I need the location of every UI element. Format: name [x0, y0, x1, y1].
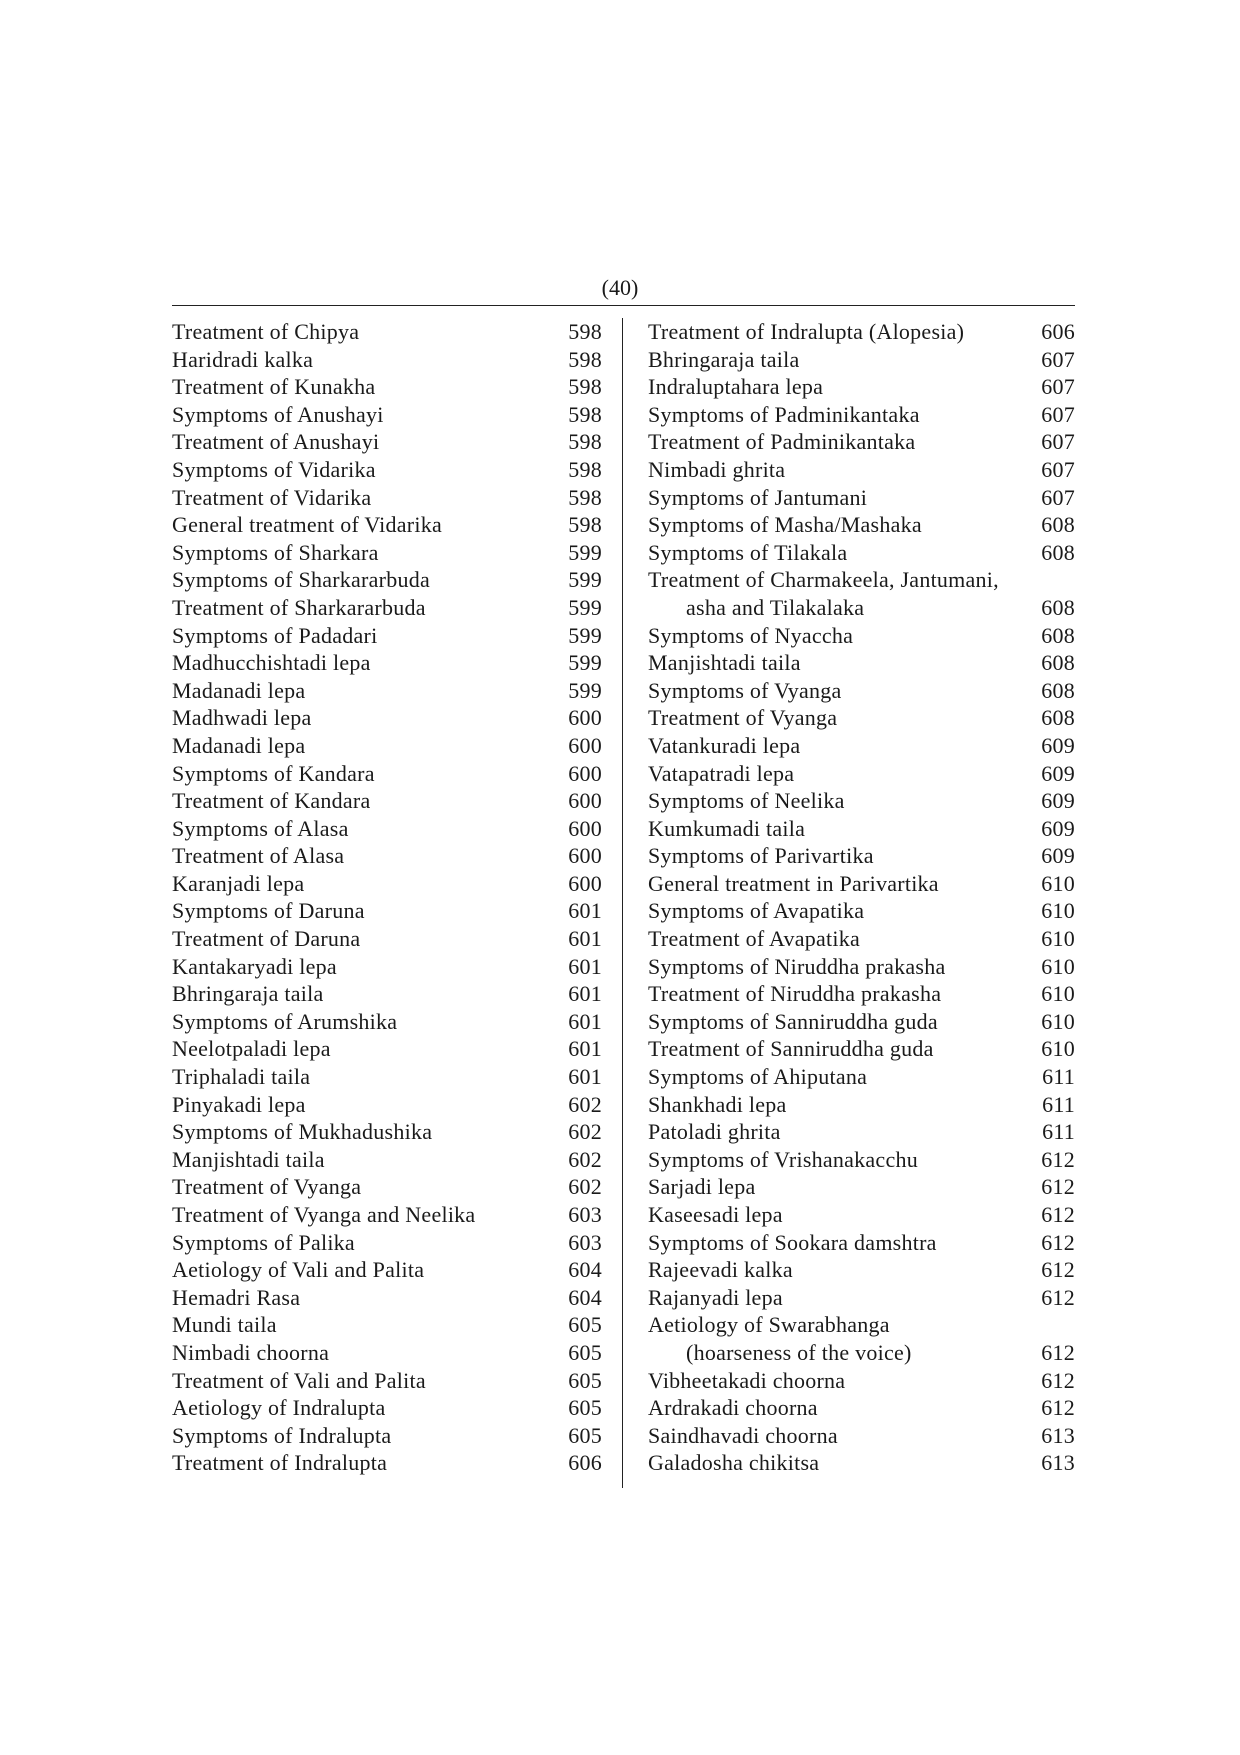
toc-entry-title: Symptoms of Vrishanakacchu: [648, 1146, 918, 1172]
toc-entry: [172, 566, 602, 594]
toc-entry-title: Symptoms of Nyaccha: [648, 622, 854, 648]
toc-entry: [648, 1339, 1075, 1367]
toc-entry: [648, 1422, 1075, 1450]
toc-entry: [648, 1035, 1075, 1063]
toc-entry-title: Rajeevadi kalka: [648, 1257, 793, 1283]
toc-entry: [172, 346, 602, 374]
toc-entry-page: 598: [568, 456, 602, 482]
toc-entry: [648, 1008, 1075, 1036]
toc-entry-title: Manjishtadi taila: [172, 1146, 325, 1172]
toc-entry: [648, 1201, 1075, 1229]
toc-entry-page: 607: [1041, 429, 1075, 455]
toc-entry-page: 608: [1041, 594, 1075, 620]
page-number: (40): [601, 275, 639, 300]
toc-entry: [172, 373, 602, 401]
toc-entry-title: Treatment of Kandara: [172, 788, 371, 814]
toc-entry: [172, 953, 602, 981]
toc-entry-title: Treatment of Vyanga: [172, 1174, 362, 1200]
toc-entry-page: 602: [568, 1091, 602, 1117]
toc-entry-title: Saindhavadi choorna: [648, 1422, 838, 1448]
toc-entry: [172, 1339, 602, 1367]
toc-entry: [648, 401, 1075, 429]
toc-entry: [648, 870, 1075, 898]
toc-entry-title: Symptoms of Vyanga: [648, 677, 842, 703]
toc-entry-title: Symptoms of Ahiputana: [648, 1064, 868, 1090]
toc-entry: [172, 1146, 602, 1174]
toc-entry-page: 612: [1041, 1367, 1075, 1393]
toc-entry-page: 599: [568, 594, 602, 620]
toc-entry-title: Triphaladi taila: [172, 1064, 311, 1090]
toc-entry: [648, 1229, 1075, 1257]
toc-entry-page: 606: [568, 1450, 602, 1476]
toc-entry-page: 600: [568, 870, 602, 896]
toc-entry: [648, 318, 1075, 346]
toc-entry-page: 607: [1041, 484, 1075, 510]
toc-entry: [172, 677, 602, 705]
toc-entry-title: Treatment of Sanniruddha guda: [648, 1036, 934, 1062]
toc-entry-page: 608: [1041, 677, 1075, 703]
toc-entry-page: 611: [1042, 1119, 1075, 1145]
toc-entry: [172, 1201, 602, 1229]
toc-entry: [172, 1173, 602, 1201]
toc-entry-page: 603: [568, 1229, 602, 1255]
toc-entry: [172, 649, 602, 677]
toc-entry: [648, 732, 1075, 760]
toc-entry-title: Symptoms of Sanniruddha guda: [648, 1008, 938, 1034]
toc-entry: [648, 373, 1075, 401]
toc-entry-page: 607: [1041, 456, 1075, 482]
toc-entry-title: Hemadri Rasa: [172, 1284, 301, 1310]
toc-entry-page: 608: [1041, 705, 1075, 731]
toc-entry: [648, 1367, 1075, 1395]
toc-entry-page: 607: [1041, 401, 1075, 427]
toc-entry-page: 608: [1041, 622, 1075, 648]
toc-entry-title: Madanadi lepa: [172, 677, 306, 703]
toc-entry-page: 605: [568, 1395, 602, 1421]
toc-entry: [172, 401, 602, 429]
toc-entry-page: 608: [1041, 650, 1075, 676]
toc-entry: [648, 897, 1075, 925]
toc-entry: [648, 787, 1075, 815]
toc-entry: [648, 484, 1075, 512]
toc-entry: [172, 1449, 602, 1477]
toc-entry-title: Treatment of Daruna: [172, 926, 361, 952]
toc-entry: [172, 815, 602, 843]
toc-entry: [648, 1394, 1075, 1422]
toc-entry-title: Madanadi lepa: [172, 732, 306, 758]
toc-entry-title: Galadosha chikitsa: [648, 1450, 820, 1476]
toc-entry: [172, 980, 602, 1008]
toc-entry-page: 601: [568, 898, 602, 924]
toc-entry-page: 598: [568, 401, 602, 427]
toc-entry: [648, 346, 1075, 374]
toc-entry: [172, 1422, 602, 1450]
toc-entry: [648, 953, 1075, 981]
toc-entry: [648, 1449, 1075, 1477]
toc-entry: [172, 594, 602, 622]
toc-entry-page: 602: [568, 1146, 602, 1172]
toc-entry-page: 598: [568, 346, 602, 372]
toc-entry-page: 609: [1041, 732, 1075, 758]
toc-entry-title: Treatment of Alasa: [172, 843, 345, 869]
header-rule: [172, 305, 1075, 306]
toc-entry-title: Treatment of Kunakha: [172, 374, 376, 400]
toc-entry: [648, 842, 1075, 870]
toc-entry: [172, 1091, 602, 1119]
toc-entry-page: 598: [568, 429, 602, 455]
toc-entry-title: Symptoms of Niruddha prakasha: [648, 953, 946, 979]
toc-entry-page: 599: [568, 622, 602, 648]
toc-entry-title: Treatment of Niruddha prakasha: [648, 981, 942, 1007]
toc-entry: [648, 1311, 1075, 1339]
column-divider: [622, 318, 623, 1488]
toc-entry-title: Symptoms of Anushayi: [172, 401, 384, 427]
toc-entry-title: Treatment of Vyanga: [648, 705, 838, 731]
toc-entry: [172, 1008, 602, 1036]
toc-entry: [172, 456, 602, 484]
toc-entry-title: Madhwadi lepa: [172, 705, 312, 731]
toc-entry-title: Treatment of Vyanga and Neelika: [172, 1202, 476, 1227]
toc-entry-page: 611: [1042, 1064, 1075, 1090]
toc-entry-page: 604: [568, 1257, 602, 1283]
toc-entry-page: 605: [568, 1312, 602, 1338]
toc-entry-title: Bhringaraja taila: [648, 346, 800, 372]
toc-entry: [648, 1256, 1075, 1284]
toc-entry-page: 609: [1041, 815, 1075, 841]
toc-entry-title: Vatankuradi lepa: [648, 732, 801, 758]
toc-entry-page: 600: [568, 843, 602, 869]
toc-entry: [172, 704, 602, 732]
toc-entry-page: 609: [1041, 788, 1075, 814]
toc-entry-title: Shankhadi lepa: [648, 1091, 787, 1117]
toc-entry: [648, 760, 1075, 788]
toc-entry-title: Haridradi kalka: [172, 346, 314, 372]
toc-entry-page: 600: [568, 760, 602, 786]
toc-entry-page: 612: [1041, 1395, 1075, 1421]
toc-entry-title: Treatment of Sharkararbuda: [172, 594, 426, 620]
toc-entry: [172, 511, 602, 539]
toc-entry: [172, 539, 602, 567]
toc-entry-page: 610: [1041, 1036, 1075, 1062]
toc-entry-title: Symptoms of Padadari: [172, 622, 378, 648]
toc-entry-page: 598: [568, 374, 602, 400]
toc-entry-title: Symptoms of Indralupta: [172, 1422, 392, 1448]
toc-entry-title: Symptoms of Masha/Mashaka: [648, 512, 922, 538]
toc-entry-title: Symptoms of Sharkara: [172, 539, 379, 565]
toc-entry-page: 612: [1041, 1339, 1075, 1365]
toc-entry: [648, 1118, 1075, 1146]
toc-entry-title: Ardrakadi choorna: [648, 1395, 818, 1421]
toc-entry-title: Treatment of Padminikantaka: [648, 429, 916, 455]
toc-entry-page: 610: [1041, 898, 1075, 924]
toc-entry-page: 605: [568, 1422, 602, 1448]
toc-entry-page: 613: [1041, 1450, 1075, 1476]
toc-entry-page: 610: [1041, 1008, 1075, 1034]
toc-entry-title: Nimbadi choorna: [172, 1339, 330, 1365]
toc-entry-page: 608: [1041, 539, 1075, 565]
toc-entry-page: 602: [568, 1174, 602, 1200]
toc-entry-page: 612: [1041, 1284, 1075, 1310]
toc-entry-title: Kumkumadi taila: [648, 815, 806, 841]
toc-entry-page: 598: [568, 484, 602, 510]
toc-entry-title: Mundi taila: [172, 1312, 277, 1338]
toc-entry-page: 601: [568, 953, 602, 979]
toc-entry-title: Treatment of Avapatika: [648, 926, 861, 952]
toc-entry: [648, 1173, 1075, 1201]
toc-entry-title: Symptoms of Sookara damshtra: [648, 1229, 937, 1255]
toc-entry: [172, 897, 602, 925]
toc-entry-page: 601: [568, 926, 602, 952]
toc-entry: [648, 649, 1075, 677]
toc-entry-page: 612: [1041, 1174, 1075, 1200]
toc-entry-page: 603: [568, 1202, 602, 1227]
toc-entry-title: Aetiology of Vali and Palita: [172, 1257, 425, 1283]
toc-entry-page: 605: [568, 1339, 602, 1365]
toc-entry-page: 610: [1041, 870, 1075, 896]
toc-entry-title: Madhucchishtadi lepa: [172, 650, 371, 676]
toc-entry-title: Kantakaryadi lepa: [172, 953, 337, 979]
toc-entry: [172, 787, 602, 815]
toc-entry: [172, 870, 602, 898]
toc-entry-title: Symptoms of Tilakala: [648, 539, 848, 565]
toc-entry-title: Karanjadi lepa: [172, 870, 305, 896]
toc-entry-title: Symptoms of Mukhadushika: [172, 1119, 433, 1145]
toc-entry-title: Symptoms of Sharkararbuda: [172, 567, 430, 593]
toc-entry-page: 604: [568, 1284, 602, 1310]
toc-entry-title: Treatment of Vali and Palita: [172, 1367, 426, 1393]
toc-entry: [648, 815, 1075, 843]
toc-entry-page: 600: [568, 705, 602, 731]
toc-entry: [648, 1146, 1075, 1174]
toc-entry-title: Pinyakadi lepa: [172, 1091, 306, 1117]
toc-entry-title: Nimbadi ghrita: [648, 456, 786, 482]
toc-entry-page: 605: [568, 1367, 602, 1393]
toc-entry-title: Symptoms of Jantumani: [648, 484, 868, 510]
toc-entry: [172, 484, 602, 512]
toc-entry: [648, 594, 1075, 622]
toc-entry: [172, 1311, 602, 1339]
toc-entry-page: 601: [568, 1064, 602, 1090]
toc-entry-page: 610: [1041, 926, 1075, 952]
toc-entry-page: 612: [1041, 1229, 1075, 1255]
toc-entry-page: 600: [568, 815, 602, 841]
toc-entry-title: Treatment of Indralupta: [172, 1450, 388, 1476]
toc-entry-title: General treatment in Parivartika: [648, 870, 939, 896]
toc-entry-page: 606: [1041, 319, 1075, 344]
toc-entry: [648, 980, 1075, 1008]
toc-entry-title: Symptoms of Alasa: [172, 815, 349, 841]
toc-entry: [648, 622, 1075, 650]
toc-entry-page: 612: [1041, 1257, 1075, 1283]
toc-entry: [648, 677, 1075, 705]
toc-entry: [648, 566, 1075, 594]
toc-entry-title: Manjishtadi taila: [648, 650, 801, 676]
toc-entry-page: 608: [1041, 512, 1075, 538]
toc-entry-page: 610: [1041, 981, 1075, 1007]
toc-entry: [648, 925, 1075, 953]
toc-right-column: [648, 318, 1075, 1477]
toc-entry-page: 610: [1041, 953, 1075, 979]
toc-entry-title: Symptoms of Neelika: [648, 788, 845, 814]
toc-entry: [172, 1229, 602, 1257]
toc-entry-title: Neelotpaladi lepa: [172, 1036, 331, 1062]
toc-entry: [172, 925, 602, 953]
toc-entry-title: Vibheetakadi choorna: [648, 1367, 846, 1393]
toc-entry: [172, 1284, 602, 1312]
toc-entry-page: 598: [568, 512, 602, 538]
toc-entry: [648, 428, 1075, 456]
toc-entry: [172, 1035, 602, 1063]
toc-entry: [172, 1063, 602, 1091]
toc-entry-title: Vatapatradi lepa: [648, 760, 795, 786]
toc-entry-page: 599: [568, 567, 602, 593]
toc-entry: [172, 622, 602, 650]
toc-entry-page: 609: [1041, 760, 1075, 786]
toc-entry: [648, 1091, 1075, 1119]
toc-entry-page: 600: [568, 788, 602, 814]
toc-entry: [648, 1063, 1075, 1091]
toc-entry-page: 611: [1042, 1091, 1075, 1117]
toc-entry-page: 601: [568, 1036, 602, 1062]
toc-entry: [648, 1284, 1075, 1312]
toc-entry-page: 601: [568, 1008, 602, 1034]
toc-entry-title: Treatment of Indralupta (Alopesia): [648, 319, 965, 344]
toc-entry-title: Rajanyadi lepa: [648, 1284, 783, 1310]
toc-entry-title: Symptoms of Palika: [172, 1229, 355, 1255]
toc-entry-title: Treatment of Anushayi: [172, 429, 380, 455]
toc-entry: [172, 1118, 602, 1146]
toc-entry-page: 612: [1041, 1202, 1075, 1227]
toc-entry-title: Symptoms of Daruna: [172, 898, 365, 924]
toc-entry-title: Bhringaraja taila: [172, 981, 324, 1007]
toc-entry-page: 599: [568, 539, 602, 565]
toc-entry: [172, 842, 602, 870]
toc-entry: [648, 511, 1075, 539]
toc-entry-page: 602: [568, 1119, 602, 1145]
toc-entry: [172, 760, 602, 788]
toc-entry-title: Aetiology of Indralupta: [172, 1395, 386, 1421]
toc-entry: [648, 539, 1075, 567]
toc-entry: [648, 704, 1075, 732]
toc-entry-page: 607: [1041, 346, 1075, 372]
toc-left-column: [172, 318, 602, 1477]
toc-entry-title: General treatment of Vidarika: [172, 512, 443, 538]
toc-entry-page: 600: [568, 732, 602, 758]
toc-entry-title: Patoladi ghrita: [648, 1119, 781, 1145]
toc-entry-title: (hoarseness of the voice): [686, 1339, 912, 1365]
toc-entry-title: Aetiology of Swarabhanga: [648, 1312, 890, 1338]
toc-entry-page: 609: [1041, 843, 1075, 869]
toc-entry-page: 613: [1041, 1422, 1075, 1448]
toc-entry-title: Sarjadi lepa: [648, 1174, 756, 1200]
toc-entry-page: 612: [1041, 1146, 1075, 1172]
toc-entry-title: Treatment of Charmakeela, Jantumani,: [648, 567, 999, 593]
toc-entry-page: 598: [568, 319, 602, 344]
toc-entry-page: 599: [568, 650, 602, 676]
toc-entry: [172, 1256, 602, 1284]
toc-entry-title: Symptoms of Vidarika: [172, 456, 376, 482]
toc-entry-title: Symptoms of Parivartika: [648, 843, 874, 869]
toc-entry: [172, 732, 602, 760]
toc-entry-title: asha and Tilakalaka: [686, 594, 865, 620]
toc-entry-page: 599: [568, 677, 602, 703]
toc-entry-page: 601: [568, 981, 602, 1007]
toc-entry-title: Symptoms of Arumshika: [172, 1008, 398, 1034]
toc-entry: [172, 428, 602, 456]
toc-entry: [172, 318, 602, 346]
toc-entry-title: Treatment of Vidarika: [172, 484, 372, 510]
toc-entry-page: 607: [1041, 374, 1075, 400]
toc-entry: [648, 456, 1075, 484]
toc-entry: [172, 1367, 602, 1395]
toc-entry: [172, 1394, 602, 1422]
toc-entry-title: Symptoms of Padminikantaka: [648, 401, 920, 427]
toc-entry-title: Symptoms of Kandara: [172, 760, 375, 786]
toc-entry-title: Symptoms of Avapatika: [648, 898, 865, 924]
toc-entry-title: Treatment of Chipya: [172, 319, 360, 344]
toc-entry-title: Kaseesadi lepa: [648, 1202, 783, 1227]
toc-entry-title: Indraluptahara lepa: [648, 374, 824, 400]
